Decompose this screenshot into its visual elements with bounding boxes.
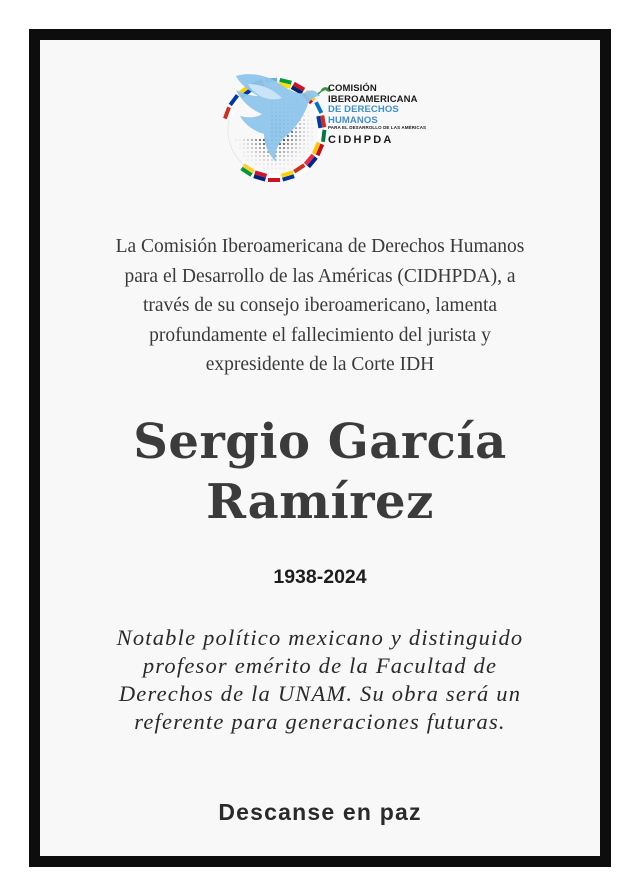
flag-swatch-icon bbox=[240, 163, 254, 176]
intro-line: profundamente el fallecimiento del jurista y bbox=[149, 324, 491, 346]
tribute-paragraph bbox=[50, 624, 590, 736]
logo-line-2: IBEROAMERICANA bbox=[328, 93, 418, 105]
deceased-name bbox=[40, 412, 600, 532]
flag-swatch-icon bbox=[317, 129, 326, 142]
logo-acronym: CIDHPDA bbox=[328, 133, 394, 146]
tribute-line: profesor emérito de la Facultad de bbox=[142, 653, 498, 678]
tribute-line: Notable político mexicano y distinguido bbox=[116, 625, 524, 650]
tribute-line: referente para generaciones futuras. bbox=[134, 709, 506, 734]
flag-swatch-icon bbox=[293, 163, 307, 176]
flag-swatch-icon bbox=[281, 170, 295, 181]
logo-line-3: DE DERECHOS bbox=[328, 104, 399, 115]
name-line-1: Sergio García bbox=[133, 414, 507, 470]
flag-swatch-icon bbox=[253, 170, 267, 181]
intro-line: través de su consejo iberoamericano, lamenta bbox=[142, 295, 498, 316]
intro-line: La Comisión Iberoamericana de Derechos Humanos bbox=[115, 236, 525, 257]
life-years: 1938-2024 bbox=[273, 566, 367, 588]
dove-icon bbox=[236, 74, 320, 162]
logo-line-5: PARA EL DESARROLLO DE LAS AMÉRICAS bbox=[328, 125, 427, 130]
logo-line-1: COMISIÓN bbox=[328, 83, 377, 94]
intro-line: para el Desarrollo de las Américas (CIDHPDA), a bbox=[124, 265, 516, 287]
tribute-line: Derechos de la UNAM. Su obra será un bbox=[118, 681, 522, 706]
rest-in-peace: Descanse en paz bbox=[218, 799, 422, 825]
flag-swatch-icon bbox=[268, 174, 280, 182]
flag-swatch-icon bbox=[316, 115, 326, 128]
intro-paragraph bbox=[62, 232, 578, 380]
flag-swatch-icon bbox=[223, 107, 235, 121]
name-line-2: Ramírez bbox=[206, 474, 434, 530]
intro-line: expresidente de la Corte IDH bbox=[205, 354, 435, 375]
flag-swatch-icon bbox=[311, 101, 324, 115]
logo-line-4: HUMANOS bbox=[328, 114, 378, 126]
flag-swatch-icon bbox=[304, 154, 318, 168]
logo-wordmark bbox=[328, 84, 438, 146]
flag-swatch-icon bbox=[312, 142, 324, 156]
